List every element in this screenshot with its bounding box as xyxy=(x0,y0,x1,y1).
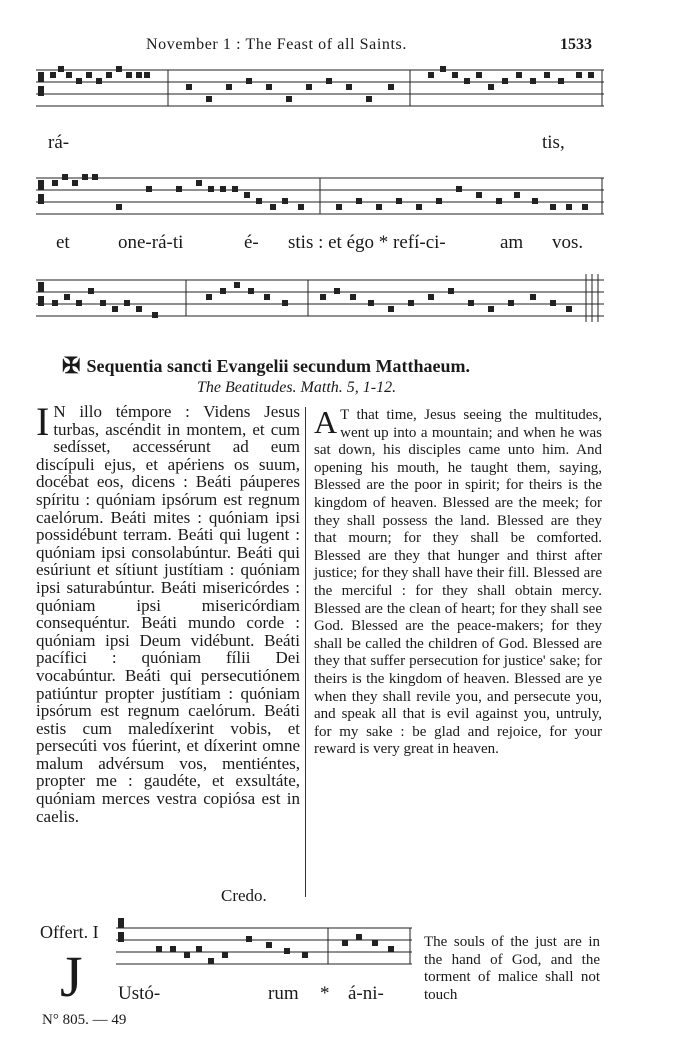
chant-syllable: am xyxy=(500,232,524,253)
chant-syllable: stis : et égo * refí-ci- xyxy=(288,232,446,253)
gospel-heading xyxy=(62,352,470,378)
chant-syllable: vos. xyxy=(552,232,584,253)
cross-icon: ✠ xyxy=(62,353,81,378)
offertory-initial: J xyxy=(60,944,83,1009)
gospel-title: Sequentia sancti Evangelii secundum Matthaeum. xyxy=(86,356,470,376)
credo-label: Credo. xyxy=(221,886,267,905)
latin-text: N illo témpore : Videns Jesus turbas, ascéndit in montem, et cum sedísset, accessérunt ad eum discípuli ejus, et apériens os suum, docébat eos, dicens : Beáti páuperes spíritu : quóniam ipsórum est regnum caelórum. Beáti mites : quóniam ipsi possidébunt terram. Beáti qui lugent : quóniam ipsi consolabúntur. Beáti qui esúriunt et sítiunt justítiam : quóniam ipsi saturabúntur. Beáti misericórdes : quóniam ipsi misericórdiam consequéntur. Beáti mundo corde : quóniam ipsi Deum vidébunt. Beáti pacífici : quóniam fílii Dei vocabúntur. Beáti qui persecutiónem patiúntur propter justítiam : quóniam ipsórum est regnum caelórum. Beáti estis cum maledíxerint vobis, et persecúti vos fúerint, et díxerint omne malum advérsum vos, mentiéntes, propter me : gaudéte, et exsultáte, quóniam merces vestra copiósa est in caelis. xyxy=(36,402,300,826)
chant-syllable: Ustó- xyxy=(118,983,161,1004)
chant-syllable: et xyxy=(56,232,70,253)
chant-syllable: rum xyxy=(268,983,299,1004)
drop-cap: I xyxy=(36,399,50,444)
running-header: November 1 : The Feast of all Saints. xyxy=(146,36,407,53)
chant-staff-1 xyxy=(36,58,604,114)
gospel-subtitle: The Beatitudes. Matth. 5, 1-12. xyxy=(197,379,397,396)
chant-syllable: * xyxy=(320,983,330,1004)
chant-staff-2 xyxy=(36,170,604,226)
offertory-staff xyxy=(116,914,412,970)
footer-signature: N° 805. — 49 xyxy=(42,1012,127,1028)
column-divider xyxy=(305,407,306,897)
chant-syllable: rá- xyxy=(48,132,70,153)
english-column xyxy=(314,404,602,759)
offertory-english: The souls of the just are in the hand of God, and the torment of malice shall not touch xyxy=(424,934,600,1003)
chant-syllable: tis, xyxy=(542,132,565,153)
latin-column xyxy=(36,399,300,826)
chant-syllable: one-rá-ti xyxy=(118,232,184,253)
chant-syllable: á-ni- xyxy=(348,983,384,1004)
chant-syllable: é- xyxy=(244,232,259,253)
chant-staff-3 xyxy=(36,270,604,330)
drop-cap: A xyxy=(314,404,338,440)
english-text: T that time, Jesus seeing the multitudes, went up into a mountain; and when he was sat down, his disciples came unto him. And opening his mouth, he taught them, saying, Blessed are the poor in spirit; for theirs is the kingdom of heaven. Blessed are the meek; for they shall possess the land. Blessed are they that mourn; for they shall be comforted. Blessed are they that hunger and thirst after justice; for they shall have their fill. Blessed are the merciful : for they shall obtain mercy. Blessed are the clean of heart; for they shall see God. Blessed are the peace-makers; for they shall be called the children of God. Blessed are they that suffer persecution for justice' sake; for theirs is the kingdom of heaven. Blessed are ye when they shall revile you, and persecute you, and speak all that is evil against you, untruly, for my sake : be glad and rejoice, for your reward is very great in heaven. xyxy=(314,407,602,758)
offertory-label: Offert. I xyxy=(40,922,99,942)
page-number: 1533 xyxy=(560,36,592,53)
